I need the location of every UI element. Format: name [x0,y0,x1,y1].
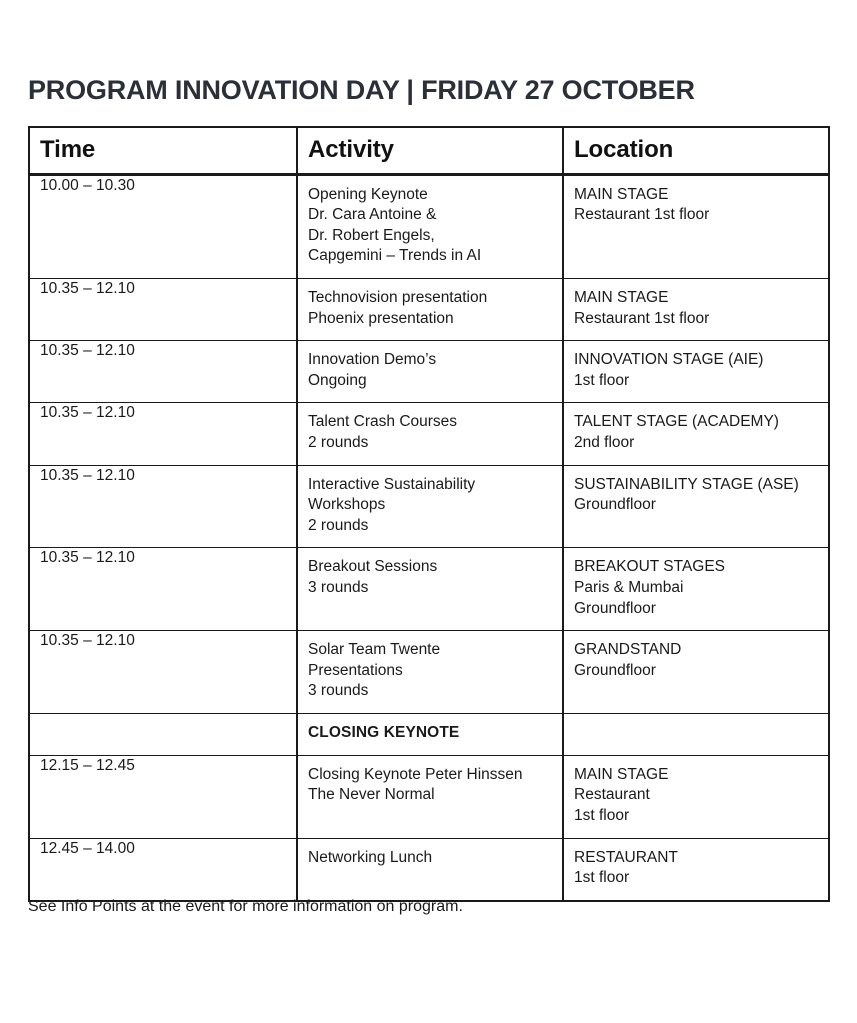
activity-value [298,714,562,755]
table-row [29,174,829,278]
location-value [564,279,828,340]
activity-value [298,279,562,340]
cell-activity [297,341,563,403]
location-value [564,403,828,464]
cell-time [29,341,297,403]
activity-line: Technovision presentation [308,288,488,306]
table-row [29,341,829,403]
activity-line: 3 rounds [308,579,369,597]
cell-activity [297,548,563,631]
activity-value [298,341,562,402]
cell-activity [297,278,563,340]
activity-value [298,548,562,609]
cell-activity [297,838,563,901]
location-value [564,631,828,692]
cell-location [563,341,829,403]
activity-line: Ongoing [308,371,367,389]
activity-line: Networking Lunch [308,848,433,866]
time-value: 12.15 – 12.45 [40,756,135,774]
table-row [29,755,829,838]
activity-value [298,466,562,548]
table-row [29,548,829,631]
column-header-location [563,127,829,174]
cell-location [563,714,829,756]
column-header-location-label: Location [574,136,674,164]
cell-time [29,714,297,756]
activity-value [298,403,562,464]
cell-time [29,838,297,901]
cell-time [29,174,297,278]
cell-activity [297,403,563,465]
cell-activity [297,714,563,756]
location-line: TALENT STAGE (ACADEMY) [574,413,779,431]
location-line: 2nd floor [574,433,635,451]
column-header-time-label: Time [40,136,96,164]
location-line: Paris & Mumbai [574,579,684,597]
location-line: 1st floor [574,869,630,887]
table-row [29,838,829,901]
cell-location [563,548,829,631]
location-value [564,176,828,237]
activity-line: Capgemini – Trends in AI [308,247,482,265]
activity-line: Dr. Robert Engels, [308,226,435,244]
cell-location [563,174,829,278]
location-line: SUSTAINABILITY STAGE (ASE) [574,475,799,493]
cell-activity [297,465,563,548]
time-value: 10.35 – 12.10 [40,549,135,567]
activity-line: Opening Keynote [308,185,428,203]
location-line: Restaurant 1st floor [574,309,710,327]
page-title: PROGRAM INNOVATION DAY | FRIDAY 27 OCTOBER [28,75,695,106]
table-body [29,174,829,901]
time-value: 10.35 – 12.10 [40,342,135,360]
column-header-activity [297,127,563,174]
time-value: 10.35 – 12.10 [40,632,135,650]
cell-location [563,403,829,465]
activity-line: Presentations [308,661,403,679]
location-line: MAIN STAGE [574,185,669,203]
table-row [29,714,829,756]
location-value [564,341,828,402]
activity-line: Closing Keynote Peter Hinssen [308,765,523,783]
activity-line: 2 rounds [308,516,369,534]
location-line: Groundfloor [574,599,656,617]
activity-value [298,176,562,278]
program-schedule-table [28,126,830,902]
cell-time [29,755,297,838]
location-line: Groundfloor [574,661,656,679]
activity-line: Interactive Sustainability [308,475,476,493]
activity-line: Dr. Cara Antoine & [308,206,437,224]
location-line: MAIN STAGE [574,288,669,306]
cell-location [563,278,829,340]
table-row [29,403,829,465]
activity-line: Innovation Demo’s [308,351,437,369]
location-value [564,714,828,734]
time-value: 10.00 – 10.30 [40,176,135,194]
activity-line: CLOSING KEYNOTE [308,724,460,742]
location-line: Restaurant 1st floor [574,206,710,224]
time-value: 10.35 – 12.10 [40,466,135,484]
location-line: 1st floor [574,806,630,824]
location-line: 1st floor [574,371,630,389]
activity-line: Talent Crash Courses [308,413,458,431]
location-line: RESTAURANT [574,848,678,866]
cell-location [563,465,829,548]
cell-activity [297,631,563,714]
time-value: 10.35 – 12.10 [40,404,135,422]
table-row [29,278,829,340]
activity-line: 3 rounds [308,682,369,700]
time-value: 10.35 – 12.10 [40,279,135,297]
column-header-activity-label: Activity [308,136,394,164]
location-line: BREAKOUT STAGES [574,558,726,576]
location-value [564,839,828,900]
activity-value [298,631,562,713]
activity-line: Breakout Sessions [308,558,438,576]
cell-time [29,278,297,340]
time-value [30,715,48,732]
activity-line: 2 rounds [308,433,369,451]
activity-line: Phoenix presentation [308,309,454,327]
location-line: INNOVATION STAGE (AIE) [574,351,764,369]
activity-line: Workshops [308,496,386,514]
table-header-row [29,127,829,174]
cell-time [29,548,297,631]
table-row [29,631,829,714]
time-value: 12.45 – 14.00 [40,839,135,857]
location-value [564,466,828,527]
cell-location [563,838,829,901]
cell-activity [297,174,563,278]
location-line: Groundfloor [574,496,656,514]
activity-value [298,839,562,880]
cell-location [563,755,829,838]
cell-location [563,631,829,714]
location-line: GRANDSTAND [574,641,682,659]
activity-line: The Never Normal [308,786,435,804]
footer-note: See Info Points at the event for more information on program. [28,898,463,915]
table-row [29,465,829,548]
location-line: MAIN STAGE [574,765,669,783]
cell-activity [297,755,563,838]
location-value [564,548,828,630]
cell-time [29,631,297,714]
activity-value [298,756,562,817]
location-line: Restaurant [574,786,650,804]
activity-line: Solar Team Twente [308,641,441,659]
cell-time [29,465,297,548]
location-value [564,756,828,838]
